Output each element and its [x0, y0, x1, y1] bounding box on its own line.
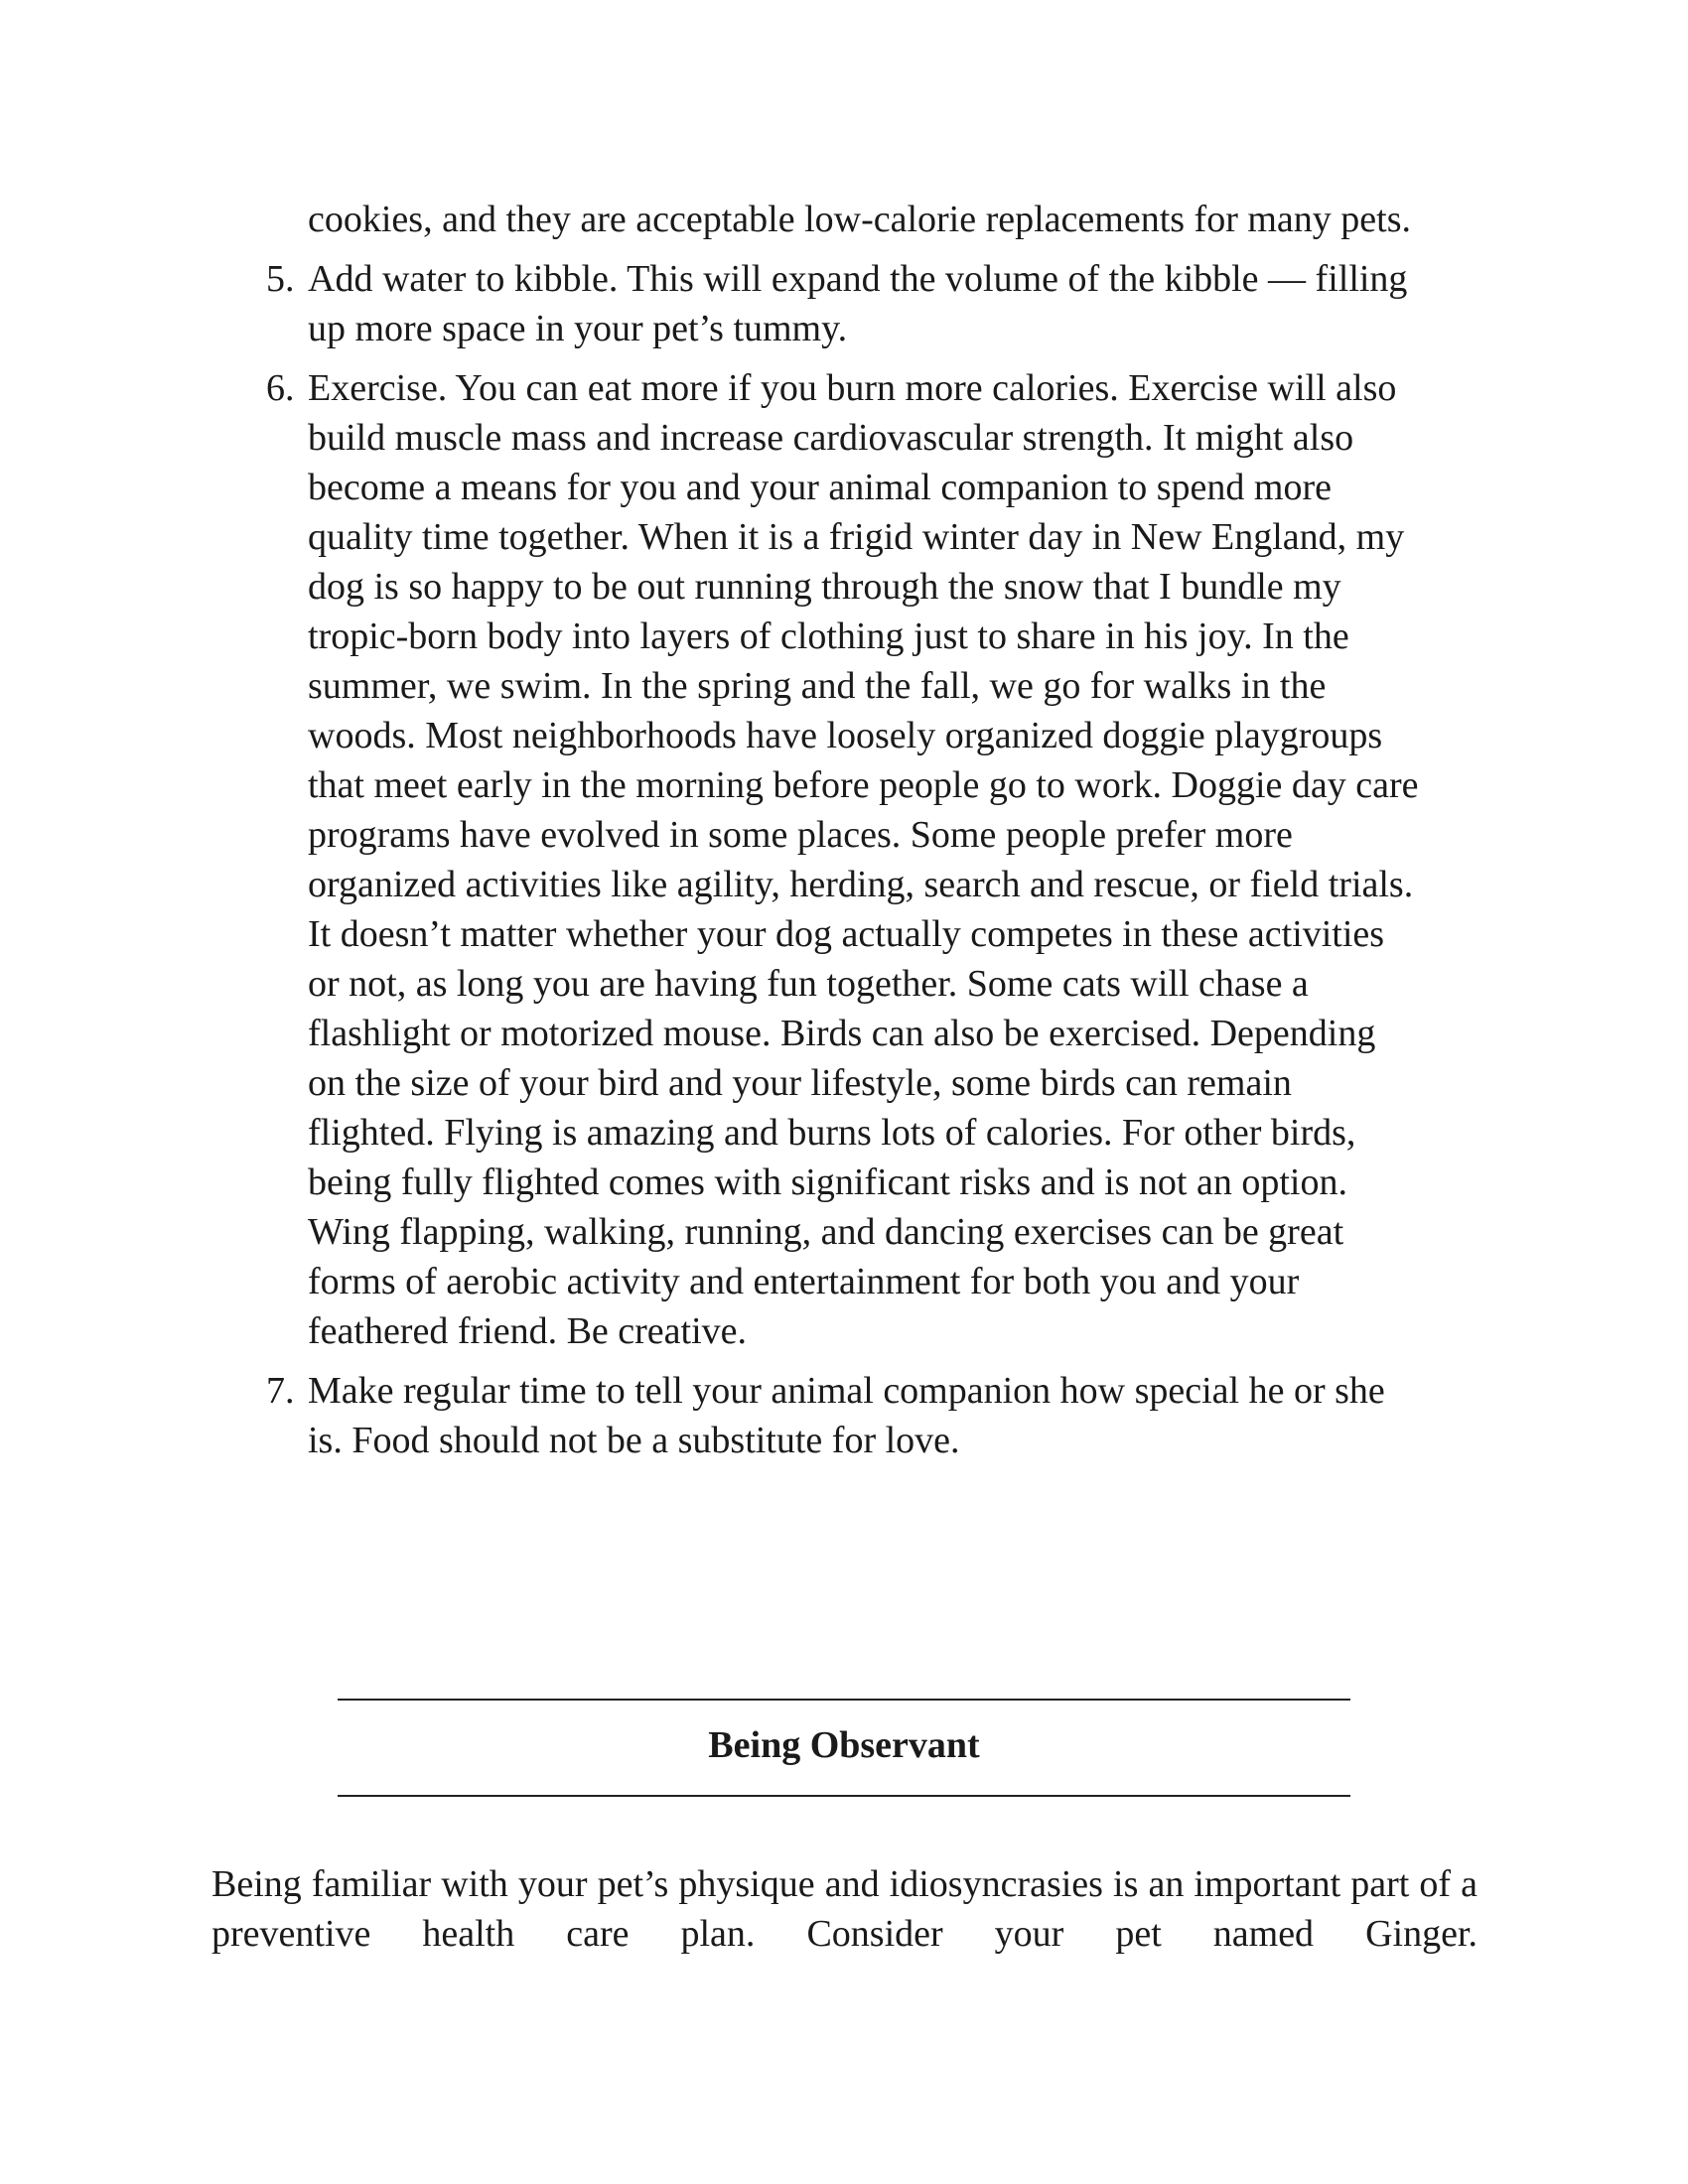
section-divider-bottom	[338, 1795, 1350, 1797]
list-item-text: Exercise. You can eat more if you burn more calories. Exercise will also build muscle mass and increase cardiovascular strength. It might also become a means for you and your animal companion to spend more quality time together. When it is a frigid winter day in New England, my dog is so happy to be out running through the snow that I bundle my tropic-born body into layers of clothing just to share in his joy. In the summer, we swim. In the spring and the fall, we go for walks in the woods. Most neighborhoods have loosely organized doggie playgroups that meet early in the morning before people go to work. Doggie day care programs have evolved in some places. Some people prefer more organized activities like agility, herding, search and rescue, or field trials. It doesn’t matter whether your dog actually competes in these activities or not, as long you are having fun together. Some cats will chase a flashlight or motorized mouse. Birds can also be exercised. Depending on the size of your bird and your lifestyle, some birds can remain flighted. Flying is amazing and burns lots of calories. For other birds, being fully flighted comes with significant risks and is not an option. Wing flapping, walking, running, and dancing exercises can be great forms of aerobic activity and entertainment for both you and your feathered friend. Be creative.	[308, 367, 1419, 1352]
list-item-number: 7.	[266, 1370, 295, 1412]
list-item-number: 6.	[266, 367, 295, 409]
list-item-7	[258, 1366, 1450, 1465]
section-header	[338, 1699, 1350, 1798]
section-title: Being Observant	[708, 1724, 980, 1766]
list-item-text: Add water to kibble. This will expand the volume of the kibble — filling up more space in your pet’s tummy.	[308, 258, 1408, 349]
list-item-number: 5.	[266, 258, 295, 300]
list-item-5	[258, 254, 1450, 353]
list-item-continuation	[258, 195, 1450, 244]
body-paragraph: Being familiar with your pet’s physique and idiosyncrasies is an important part of a preventive health care plan. Consider your pet named Ginger.	[211, 1863, 1477, 1955]
list-item-6	[258, 363, 1450, 1356]
numbered-list	[258, 195, 1450, 1475]
list-item-text: cookies, and they are acceptable low-calorie replacements for many pets.	[308, 199, 1411, 240]
list-item-text: Make regular time to tell your animal companion how special he or she is. Food should not be a substitute for love.	[308, 1370, 1385, 1461]
section-divider-top	[338, 1699, 1350, 1701]
